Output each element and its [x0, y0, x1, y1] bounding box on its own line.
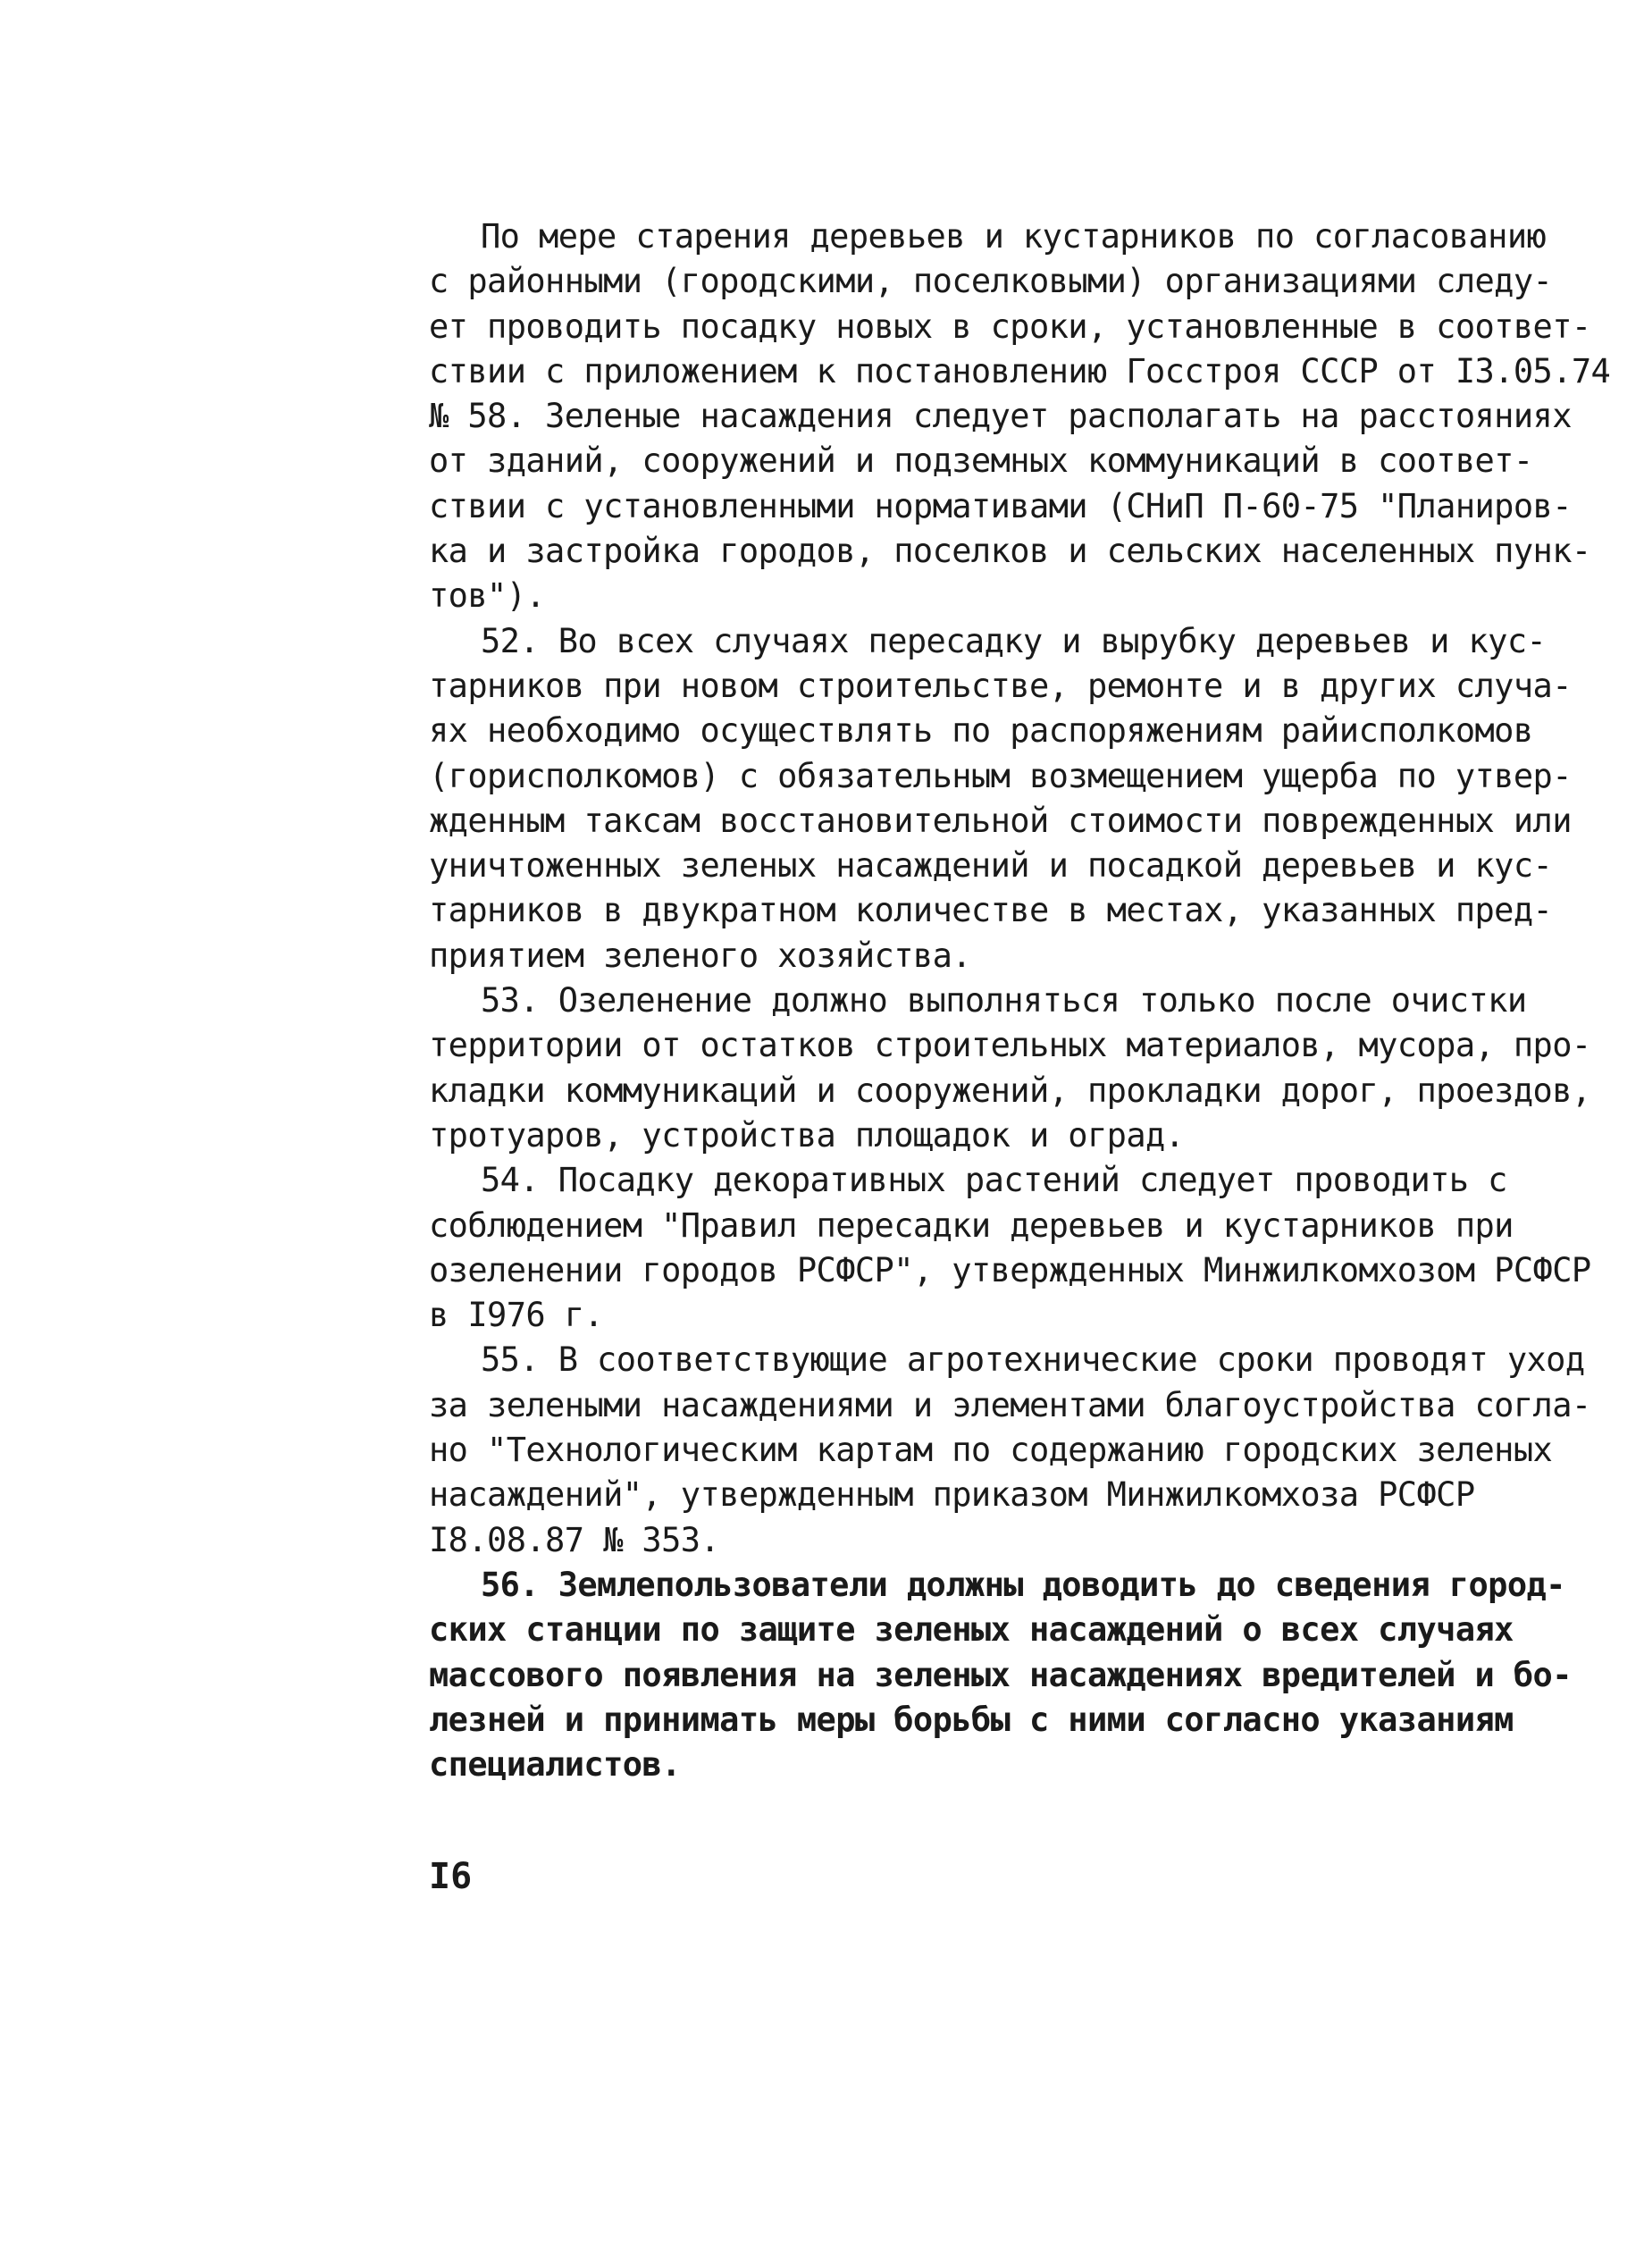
text-line: ет проводить посадку новых в сроки, установленные в соответ- — [429, 307, 1591, 346]
text-line: в I976 г. — [429, 1296, 604, 1335]
text-line: но "Технологическим картам по содержанию городских зеленых — [429, 1431, 1553, 1470]
text-line: ствии с приложением к постановлению Госстроя СССР от I3.05.74 — [429, 351, 1611, 391]
text-line: тарников при новом строительстве, ремонте и в других случа- — [429, 666, 1572, 705]
paragraph-56-start: 56. Землепользователи должны доводить до сведения город- — [481, 1565, 1565, 1604]
text-line: I8.08.87 № 353. — [429, 1520, 720, 1559]
text-line: уничтоженных зеленых насаждений и посадкой деревьев и кус- — [429, 846, 1553, 886]
paragraph-53-start: 53. Озеленение должно выполняться только после очистки — [481, 981, 1527, 1021]
text-line: ствии с установленными нормативами (СНиП П-60-75 "Планиров- — [429, 486, 1572, 525]
text-line: ях необходимо осуществлять по распоряжениям райисполкомов — [429, 711, 1533, 751]
text-line: насаждений", утвержденным приказом Минжилкомхоза РСФСР — [429, 1475, 1475, 1515]
text-line: тов"). — [429, 576, 546, 616]
text-line: тарников в двукратном количестве в местах, указанных пред- — [429, 891, 1553, 930]
text-line: тротуаров, устройства площадок и оград. — [429, 1115, 1185, 1155]
text-line: специалистов. — [429, 1745, 681, 1785]
paragraph-55-start: 55. В соответствующие агротехнические сроки проводят уход — [481, 1340, 1585, 1380]
text-line: приятием зеленого хозяйства. — [429, 936, 971, 975]
text-line: озеленении городов РСФСР", утвержденных Минжилкомхозом РСФСР — [429, 1250, 1591, 1289]
text-line: ских станции по защите зеленых насаждений о всех случаях — [429, 1610, 1514, 1650]
text-line: территории от остатков строительных материалов, мусора, про- — [429, 1026, 1591, 1065]
text-line: кладки коммуникаций и сооружений, прокладки дорог, проездов, — [429, 1071, 1591, 1110]
text-line: (горисполкомов) с обязательным возмещением ущерба по утвер- — [429, 756, 1572, 795]
paragraph-52-start: 52. Во всех случаях пересадку и вырубку деревьев и кус- — [481, 621, 1547, 660]
text-line: за зелеными насаждениями и элементами благоустройства согла- — [429, 1385, 1591, 1424]
text-line: По мере старения деревьев и кустарников по согласованию — [481, 217, 1547, 256]
paragraph-54-start: 54. Посадку декоративных растений следует проводить с — [481, 1161, 1507, 1200]
text-line: соблюдением "Правил пересадки деревьев и кустарников при — [429, 1205, 1514, 1245]
text-line: с районными (городскими, поселковыми) организациями следу- — [429, 262, 1553, 301]
text-line: лезней и принимать меры борьбы с ними согласно указаниям — [429, 1700, 1514, 1739]
text-line: массового появления на зеленых насаждениях вредителей и бо- — [429, 1655, 1572, 1694]
text-line: ка и застройка городов, поселков и сельских населенных пунк- — [429, 532, 1591, 571]
page-number: I6 — [429, 1856, 473, 1897]
text-line: № 58. Зеленые насаждения следует располагать на расстояниях — [429, 397, 1572, 436]
text-line: жденным таксам восстановительной стоимости поврежденных или — [429, 801, 1572, 840]
text-line: от зданий, сооружений и подземных коммуникаций в соответ- — [429, 441, 1533, 481]
body-text — [429, 214, 1611, 1787]
